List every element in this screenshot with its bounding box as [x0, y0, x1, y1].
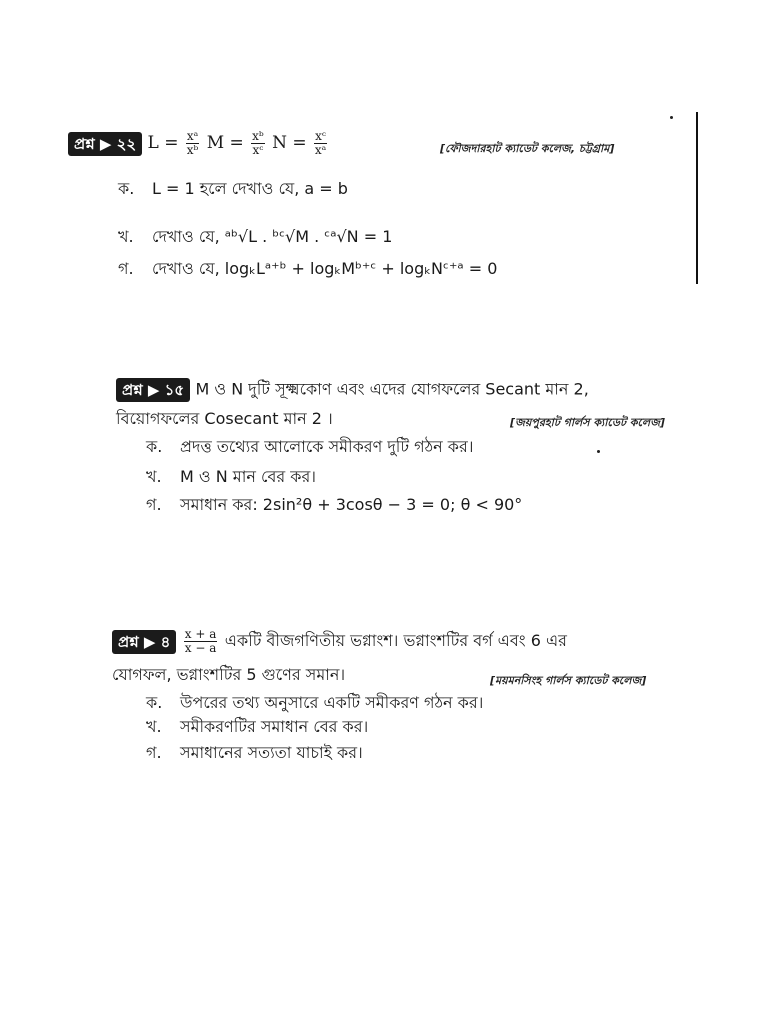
question-part: গ. সমাধানের সত্যতা যাচাই কর। [146, 743, 363, 762]
question-15-stem: প্রশ্ন ▶ ১৫ M ও N দুটি সূক্ষ্মকোণ এবং এদের যোগফলের Secant মান 2, [116, 378, 589, 402]
question-part: গ. সমাধান কর: 2sin²θ + 3cosθ − 3 = 0; θ < 90° [146, 495, 523, 514]
question-part: ক. উপরের তথ্য অনুসারে একটি সমীকরণ গঠন কর। [146, 693, 484, 712]
question-part: খ. M ও N মান বের কর। [146, 467, 316, 486]
question-part: গ. দেখাও যে, logₖLᵃ⁺ᵇ + logₖMᵇ⁺ᶜ + logₖNᶜ⁺ᵃ = 0 [118, 259, 498, 278]
question-badge: প্রশ্ন ▶ ২২ [68, 132, 142, 156]
question-4-stem-cont: যোগফল, ভগ্নাংশটির 5 গুণের সমান। [112, 665, 346, 684]
speck [670, 116, 673, 119]
margin-rule [696, 112, 698, 284]
question-source: [ফৌজদারহাট ক্যাডেট কলেজ, চট্টগ্রাম] [440, 142, 615, 155]
question-part: ক. প্রদত্ত তথ্যের আলোকে সমীকরণ দুটি গঠন কর। [146, 437, 474, 456]
question-15-stem-cont: বিয়োগফলের Cosecant মান 2 । [116, 409, 333, 428]
question-part: খ. সমীকরণটির সমাধান বের কর। [146, 717, 369, 736]
question-source: [জয়পুরহাট গার্লস ক্যাডেট কলেজ] [510, 416, 665, 429]
question-source: [ময়মনসিংহ গার্লস ক্যাডেট কলেজ] [490, 674, 647, 687]
question-part: ক. L = 1 হলে দেখাও যে, a = b [118, 179, 348, 198]
question-part: খ. দেখাও যে, ᵃᵇ√L . ᵇᶜ√M . ᶜᵃ√N = 1 [118, 227, 393, 246]
question-22-stem: প্রশ্ন ▶ ২২ L = $\frac{\text{xᵃ}}{\text{xᵇ}}$ M = $\frac{\text{xᵇ}}{\text{xᶜ}}$ N = $\frac{\text{xᶜ}}{\text{xᵃ}}$ [68, 130, 329, 157]
question-badge: প্রশ্ন ▶ ১৫ [116, 378, 190, 402]
speck [597, 450, 600, 453]
question-4-stem: প্রশ্ন ▶ ৪ $\frac{x + a}{x - a}$ একটি বীজগণিতীয় ভগ্নাংশ। ভগ্নাংশটির বর্গ এবং 6 এর [112, 628, 567, 655]
question-badge: প্রশ্ন ▶ ৪ [112, 630, 176, 654]
